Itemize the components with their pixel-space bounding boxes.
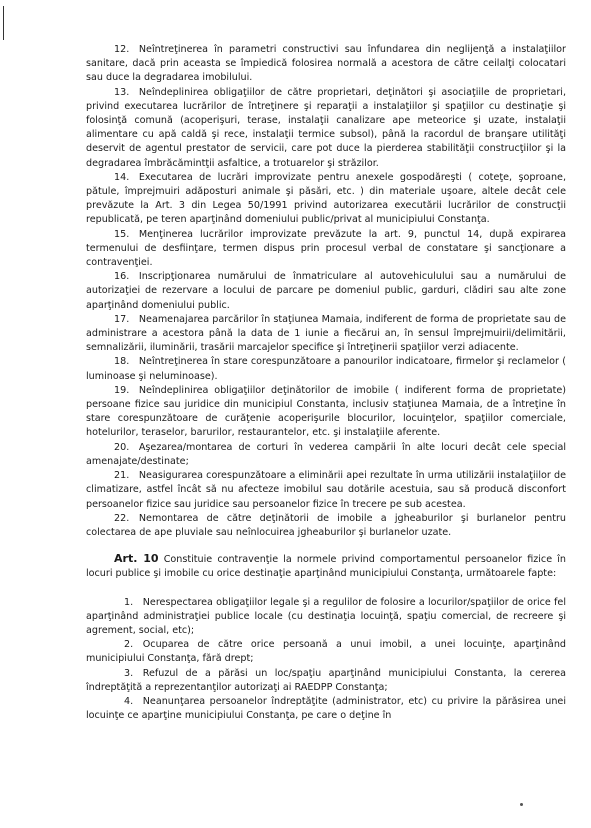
article-items [86, 596, 566, 724]
list-item-number: 4. [124, 695, 134, 707]
paragraph-text: Neamenajarea parcărilor în staţiunea Mamaia, indiferent de forma de proprietate sau de administrare a acestora până la data de 1 iunie a fiecărui an, în sensul împrejmuirii/delimitării, semnalizării, iluminării, trasării marcajelor specifice şi întreţinerii spaţiilor verzi adiacente. [86, 313, 566, 354]
list-item-number: 1. [124, 596, 134, 608]
paragraph-text: Inscripţionarea numărului de înmatriculare al autovehiculului sau a numărului de autorizaţiei de rezervare a locului de parcare pe domeniul public, garduri, clădiri sau alte zone aparţinând domeniului public. [86, 271, 566, 311]
paragraph [86, 313, 566, 356]
list-item-text: Neanunţarea persoanelor îndreptăţite (administrator, etc) cu privire la părăsirea unei locuinţe ce aparţine municipiului Constanţa, pe care o deţine în [86, 695, 566, 722]
paragraph [86, 43, 566, 86]
list-item [86, 638, 566, 666]
paragraph [86, 270, 566, 313]
paragraph [86, 171, 566, 228]
paragraph [86, 384, 566, 441]
list-item-text: Refuzul de a părăsi un loc/spaţiu aparţinând municipiului Constanta, la cererea îndreptăţită a reprezentanţilor autorizaţi ai RAEDPP Constanţa; [86, 667, 566, 693]
paragraph-number: 13. [114, 86, 130, 98]
paragraph-number: 15. [114, 228, 130, 240]
list-item-number: 2. [124, 639, 134, 651]
paragraph [86, 86, 566, 171]
document-body [86, 43, 566, 723]
paragraph [86, 441, 566, 469]
list-item [86, 596, 566, 639]
article-label: Art. 10 [114, 552, 159, 566]
paragraph [86, 469, 566, 512]
paragraph-number: 19. [114, 384, 130, 396]
paragraph-text: Menţinerea lucrărilor improvizate prevăzute la art. 9, punctul 14, după expirarea termenului de desfiinţare, termen dispus prin procesul verbal de constatare şi sancţionare a contravenţiei. [86, 228, 566, 269]
paragraph-number: 12. [114, 44, 130, 55]
paragraph-text: Neîndeplinirea obligaţiilor deţinătorilor de imobile ( indiferent forma de proprietate) persoane fizice sau juridice din municipiul Constanta, inclusiv staţiunea Mamaia, de a întreţine în stare corespunzătoare de curăţenie acoperişurile blocurilor, locuinţelor, spaţiilor comerciale, hotelurilor, teraselor, barurilor, restaurantelor, etc. şi instalaţiile aferente. [86, 384, 566, 439]
paragraph-text: Neîntreţinerea în parametri constructivi sau înfundarea din neglijenţă a instalaţiilor sanitare, dacă prin aceasta se împiedică folosirea normală a acestora de către ceilalţi colocatari sau duce la degradarea imobilului. [86, 44, 566, 84]
paragraph [86, 512, 566, 540]
list-item-text: Ocuparea de către orice persoană a unui imobil, a unei locuinţe, aparţinând municipiului Constanţa, fără drept; [86, 639, 566, 665]
paragraph-text: Nemontarea de către deţinătorii de imobile a jgheaburilor şi burlanelor pentru colectarea de ape pluviale sau neînlocuirea jgheaburilor şi burlanelor uzate. [86, 512, 566, 538]
paragraph-number: 17. [114, 313, 130, 325]
paragraph-list [86, 43, 566, 540]
paragraph-number: 22. [114, 512, 130, 524]
list-item [86, 667, 566, 695]
paragraph-number: 21. [114, 470, 130, 482]
article-intro: Constituie contravenţie la normele privind comportamentul persoanelor fizice în locuri publice şi imobile cu orice destinaţie aparţinând municipiului Constanţa, următoarele fapte: [86, 554, 566, 580]
paragraph [86, 355, 566, 383]
paragraph-text: Neîntreţinerea în stare corespunzătoare a panourilor indicatoare, firmelor şi reclamelor ( luminoase şi neluminoase). [86, 356, 566, 382]
paragraph-text: Aşezarea/montarea de corturi în vederea campării în alte locuri decât cele special amenajate/destinate; [86, 441, 566, 467]
paragraph-number: 18. [114, 356, 130, 368]
paragraph-number: 14. [114, 171, 130, 183]
list-item-number: 3. [124, 667, 134, 679]
paragraph-text: Neîndeplinirea obligaţiilor de către proprietari, deţinători şi asociaţiile de proprietari, privind executarea lucrărilor de întreţinere şi reparaţii a instalaţiilor şi spaţiilor cu destinaţie şi folosinţă comună (acoperişuri, terase, instalaţii canalizare ape meteorice şi uzate, instalaţii alimentare cu apă caldă şi rece, instalaţii termice subsol), până la racordul de branşare utilităţi deservit de agentul prestator de servicii, care pot duce la pierderea stabilităţii construcţiilor şi la degradarea îmbrăcămintţii asfaltice, a trotuarelor şi străzilor. [86, 86, 566, 169]
list-item-text: Nerespectarea obligaţiilor legale şi a regulilor de folosire a locurilor/spaţiilor de orice fel aparţinând administraţiei publice locale (cu destinaţia locuinţă, spaţiu comercial, de recreere şi agrement, social, etc); [86, 596, 566, 636]
list-item [86, 695, 566, 723]
paragraph-number: 16. [114, 271, 130, 283]
article-10 [86, 552, 566, 581]
paragraph-text: Neasigurarea corespunzătoare a eliminării apei rezultate în urma utilizării instalaţiilor de climatizare, astfel încât să nu afecteze imobilul sau dotările acestuia, sau să producă disconfort persoanelor fizice sau juridice sau persoanelor fizice în trecere pe sub acestea. [86, 470, 566, 510]
paragraph-text: Executarea de lucrări improvizate pentru anexele gospodăreşti ( coteţe, şoproane, pătule, împrejmuiri adăposturi animale şi păsări, etc. ) din materiale uşoare, altele decât cele prevăzute la Art. 3 din Legea 50/1991 privind autorizarea executării lucrărilor de construcţii republicată, pe teren aparţinând domeniului public/privat al municipiului Constanţa. [86, 171, 566, 226]
paragraph [86, 228, 566, 271]
scan-dot [520, 803, 523, 806]
scan-edge-mark [3, 6, 4, 40]
paragraph-number: 20. [114, 441, 130, 453]
